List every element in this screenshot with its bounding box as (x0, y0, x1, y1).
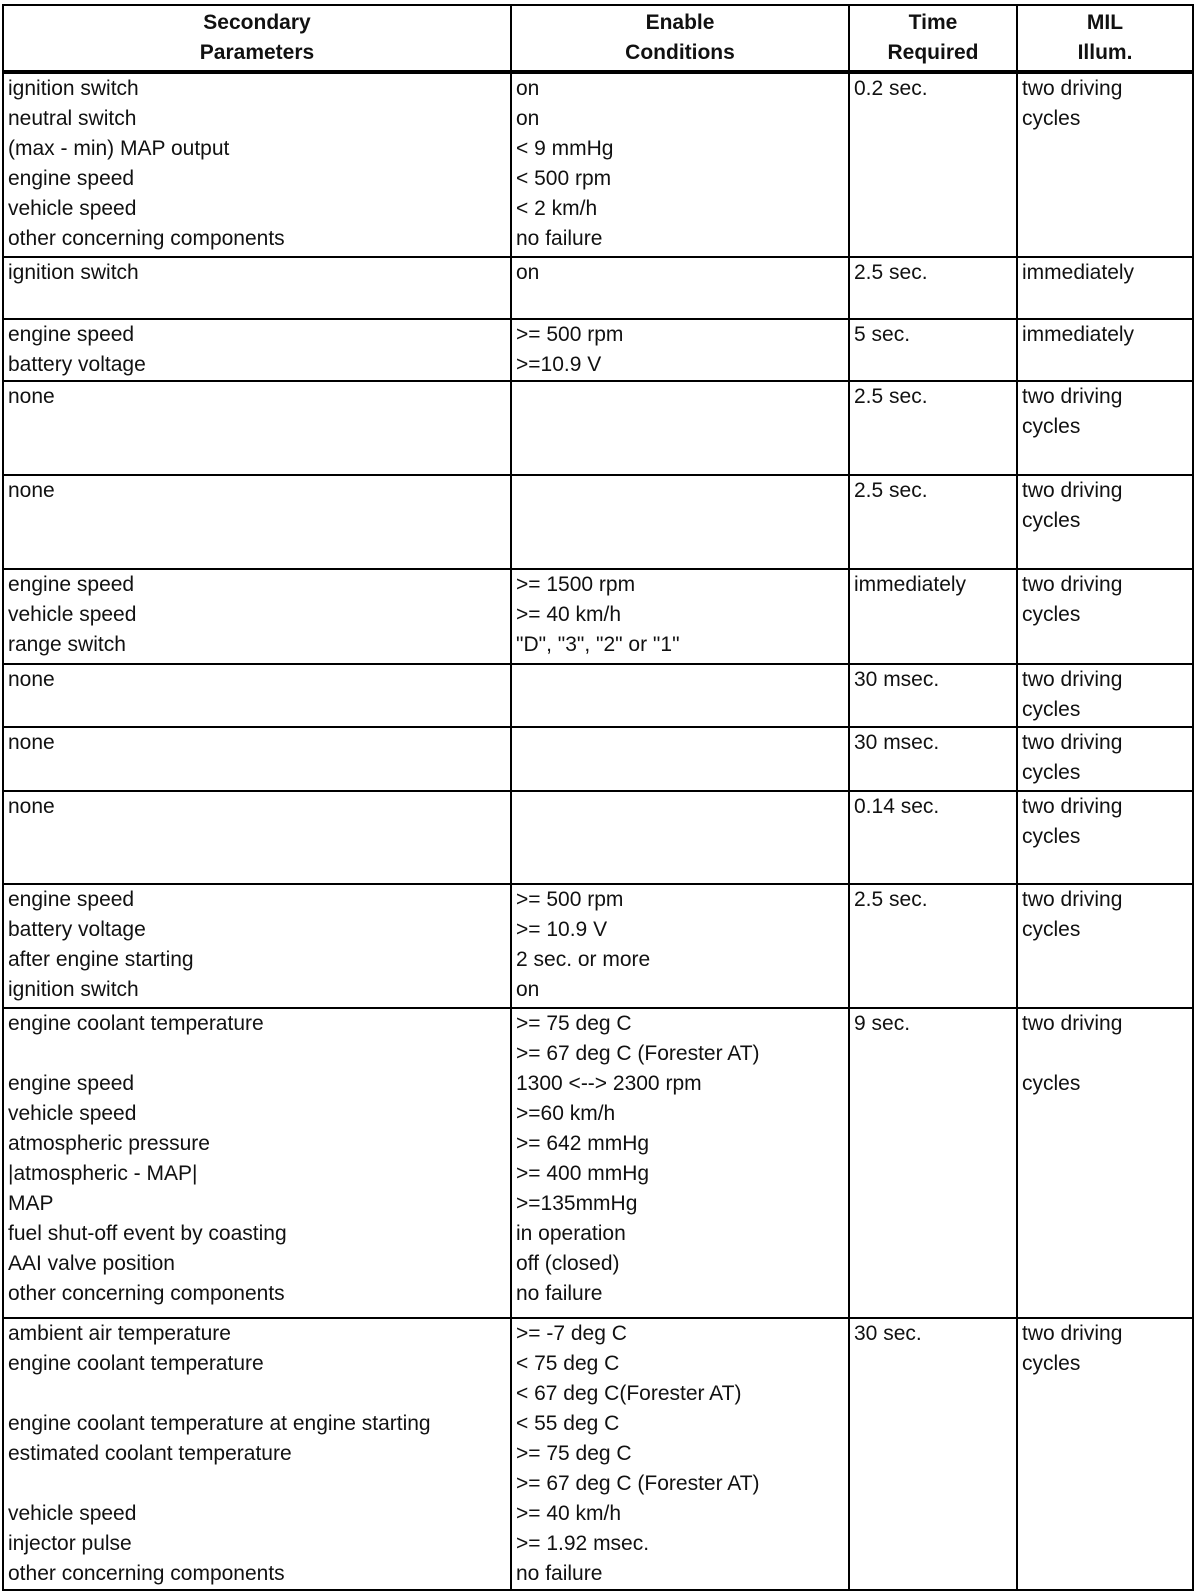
enable-conditions-cell (511, 727, 849, 791)
table-row (3, 475, 1193, 569)
condition-line: >= 1.92 msec. (516, 1532, 650, 1555)
enable-conditions-cell (511, 791, 849, 884)
param-line (4, 1469, 510, 1499)
secondary-parameters-cell (3, 475, 511, 569)
table-row (3, 1008, 1193, 1318)
param-line: none (8, 385, 55, 408)
time-required-cell (849, 475, 1017, 569)
condition-line: >= 40 km/h (516, 603, 622, 626)
condition-line: 2 sec. or more (516, 948, 651, 971)
secondary-parameters-cell (3, 569, 511, 664)
mil-line: two driving (1022, 888, 1123, 911)
table-row (3, 791, 1193, 884)
secondary-parameters-cell (3, 1008, 511, 1318)
table-row (3, 664, 1193, 727)
time-required-cell (849, 791, 1017, 884)
condition-line: < 9 mmHg (516, 137, 614, 160)
condition-line: off (closed) (516, 1252, 620, 1275)
condition-line: >= 400 mmHg (516, 1162, 650, 1185)
secondary-parameters-cell (3, 727, 511, 791)
param-line: other concerning components (8, 1562, 285, 1585)
table-row (3, 569, 1193, 664)
time-required-cell (849, 884, 1017, 1008)
header-line: Conditions (625, 41, 735, 64)
param-line: estimated coolant temperature (8, 1442, 292, 1465)
param-line: battery voltage (8, 353, 146, 376)
table-row (3, 381, 1193, 475)
param-line: battery voltage (8, 918, 146, 941)
mil-line: two driving (1022, 479, 1123, 502)
param-line (4, 1379, 510, 1409)
mil-line: two driving (1022, 385, 1123, 408)
param-line: fuel shut-off event by coasting (8, 1222, 287, 1245)
mil-line: two driving (1022, 573, 1123, 596)
mil-line: two driving (1022, 668, 1123, 691)
header-line: Illum. (1077, 41, 1133, 64)
time-value: 2.5 sec. (854, 888, 928, 911)
param-line: after engine starting (8, 948, 194, 971)
condition-line: >= 500 rpm (516, 323, 624, 346)
mil-line: two driving (1022, 1322, 1123, 1345)
condition-line: >= 67 deg C (Forester AT) (516, 1472, 760, 1495)
time-required-cell (849, 1318, 1017, 1590)
param-line: ambient air temperature (8, 1322, 231, 1345)
param-line: atmospheric pressure (8, 1132, 210, 1155)
time-value: immediately (854, 573, 967, 596)
header-mil-illum (1017, 5, 1193, 72)
table-row (3, 72, 1193, 257)
enable-conditions-cell (511, 72, 849, 257)
param-line: other concerning components (8, 227, 285, 250)
param-line: vehicle speed (8, 197, 137, 220)
enable-conditions-cell (511, 257, 849, 319)
param-line: AAI valve position (8, 1252, 175, 1275)
param-line: neutral switch (8, 107, 137, 130)
param-line: engine speed (8, 167, 135, 190)
condition-line: in operation (516, 1222, 626, 1245)
time-value: 30 msec. (854, 731, 940, 754)
param-line: ignition switch (8, 261, 139, 284)
condition-line: no failure (516, 1282, 603, 1305)
condition-line: >= 75 deg C (516, 1012, 632, 1035)
time-value: 2.5 sec. (854, 479, 928, 502)
mil-illum-cell (1017, 884, 1193, 1008)
header-line: MIL (1086, 11, 1124, 34)
param-line: ignition switch (8, 77, 139, 100)
enable-conditions-cell (511, 381, 849, 475)
param-line: ignition switch (8, 978, 139, 1001)
condition-line: no failure (516, 1562, 603, 1585)
header-row (3, 5, 1193, 72)
header-line: Enable (645, 11, 715, 34)
param-line: vehicle speed (8, 1102, 137, 1125)
condition-line: >= 500 rpm (516, 888, 624, 911)
mil-line (1018, 1039, 1192, 1069)
mil-illum-cell (1017, 319, 1193, 381)
mil-line: immediately (1022, 323, 1135, 346)
param-line: engine speed (8, 888, 135, 911)
mil-line: two driving (1022, 77, 1123, 100)
mil-illum-cell (1017, 1008, 1193, 1318)
param-line: none (8, 668, 55, 691)
condition-line: >= 67 deg C (Forester AT) (516, 1042, 760, 1065)
mil-line: cycles (1022, 107, 1081, 130)
header-line: Required (887, 41, 979, 64)
mil-line: cycles (1022, 698, 1081, 721)
enable-conditions-cell (511, 475, 849, 569)
param-line: none (8, 479, 55, 502)
condition-line: < 500 rpm (516, 167, 612, 190)
mil-line: two driving (1022, 795, 1123, 818)
secondary-parameters-cell (3, 664, 511, 727)
condition-line: < 75 deg C (516, 1352, 620, 1375)
secondary-parameters-cell (3, 257, 511, 319)
time-required-cell (849, 257, 1017, 319)
header-secondary-parameters (3, 5, 511, 72)
condition-line: >= -7 deg C (516, 1322, 627, 1345)
header-time-required (849, 5, 1017, 72)
param-line: engine coolant temperature at engine starting (8, 1412, 431, 1435)
enable-conditions-cell (511, 569, 849, 664)
condition-line: < 2 km/h (516, 197, 598, 220)
param-line: none (8, 731, 55, 754)
mil-line: cycles (1022, 825, 1081, 848)
condition-line: no failure (516, 227, 603, 250)
time-value: 2.5 sec. (854, 261, 928, 284)
condition-line: on (516, 107, 540, 130)
mil-line: immediately (1022, 261, 1135, 284)
mil-illum-cell (1017, 381, 1193, 475)
time-value: 30 sec. (854, 1322, 922, 1345)
mil-line: cycles (1022, 1352, 1081, 1375)
param-line: none (8, 795, 55, 818)
time-value: 5 sec. (854, 323, 911, 346)
table-body (3, 72, 1193, 1590)
param-line (4, 1039, 510, 1069)
time-required-cell (849, 319, 1017, 381)
time-required-cell (849, 569, 1017, 664)
mil-line: cycles (1022, 603, 1081, 626)
table-row (3, 319, 1193, 381)
table-row (3, 884, 1193, 1008)
condition-line: < 67 deg C(Forester AT) (516, 1382, 742, 1405)
secondary-parameters-cell (3, 884, 511, 1008)
param-line: vehicle speed (8, 1502, 137, 1525)
table-row (3, 1318, 1193, 1590)
mil-line: two driving (1022, 731, 1123, 754)
table-row (3, 727, 1193, 791)
param-line: range switch (8, 633, 126, 656)
enable-conditions-cell (511, 664, 849, 727)
mil-line: cycles (1022, 761, 1081, 784)
time-value: 30 msec. (854, 668, 940, 691)
header-line: Time (908, 11, 958, 34)
mil-line: two driving (1022, 1012, 1123, 1035)
condition-line: on (516, 978, 540, 1001)
mil-illum-cell (1017, 727, 1193, 791)
condition-line: >=10.9 V (516, 353, 602, 376)
param-line: engine coolant temperature (8, 1352, 264, 1375)
condition-line: >=60 km/h (516, 1102, 616, 1125)
param-line: MAP (8, 1192, 54, 1215)
condition-line: >= 1500 rpm (516, 573, 636, 596)
param-line: vehicle speed (8, 603, 137, 626)
time-value: 9 sec. (854, 1012, 911, 1035)
time-value: 0.14 sec. (854, 795, 940, 818)
param-line: engine speed (8, 1072, 135, 1095)
enable-conditions-cell (511, 1008, 849, 1318)
condition-line: < 55 deg C (516, 1412, 620, 1435)
secondary-parameters-cell (3, 791, 511, 884)
header-enable-conditions (511, 5, 849, 72)
condition-line: "D", "3", "2" or "1" (516, 633, 680, 656)
time-required-cell (849, 727, 1017, 791)
condition-line: >= 40 km/h (516, 1502, 622, 1525)
condition-line: on (516, 261, 540, 284)
mil-illum-cell (1017, 569, 1193, 664)
header-line: Parameters (199, 41, 315, 64)
param-line: engine speed (8, 323, 135, 346)
table-row (3, 257, 1193, 319)
time-required-cell (849, 1008, 1017, 1318)
condition-line: 1300 <--> 2300 rpm (516, 1072, 702, 1095)
condition-line: >= 75 deg C (516, 1442, 632, 1465)
enable-conditions-cell (511, 884, 849, 1008)
header-line: Secondary (203, 11, 311, 34)
secondary-parameters-cell (3, 72, 511, 257)
param-line: |atmospheric - MAP| (8, 1162, 198, 1185)
time-required-cell (849, 664, 1017, 727)
secondary-parameters-cell (3, 1318, 511, 1590)
mil-illum-cell (1017, 1318, 1193, 1590)
diagnostic-table (2, 4, 1194, 1591)
mil-illum-cell (1017, 475, 1193, 569)
param-line: other concerning components (8, 1282, 285, 1305)
condition-line: >=135mmHg (516, 1192, 638, 1215)
condition-line: >= 642 mmHg (516, 1132, 650, 1155)
time-required-cell (849, 72, 1017, 257)
time-value: 2.5 sec. (854, 385, 928, 408)
mil-illum-cell (1017, 664, 1193, 727)
mil-illum-cell (1017, 257, 1193, 319)
mil-line: cycles (1022, 509, 1081, 532)
secondary-parameters-cell (3, 381, 511, 475)
param-line: (max - min) MAP output (8, 137, 230, 160)
time-value: 0.2 sec. (854, 77, 928, 100)
mil-line: cycles (1022, 1072, 1081, 1095)
param-line: injector pulse (8, 1532, 132, 1555)
secondary-parameters-cell (3, 319, 511, 381)
condition-line: >= 10.9 V (516, 918, 608, 941)
mil-line: cycles (1022, 415, 1081, 438)
mil-illum-cell (1017, 72, 1193, 257)
enable-conditions-cell (511, 1318, 849, 1590)
param-line: engine speed (8, 573, 135, 596)
param-line: engine coolant temperature (8, 1012, 264, 1035)
mil-line: cycles (1022, 918, 1081, 941)
enable-conditions-cell (511, 319, 849, 381)
mil-illum-cell (1017, 791, 1193, 884)
condition-line: on (516, 77, 540, 100)
time-required-cell (849, 381, 1017, 475)
